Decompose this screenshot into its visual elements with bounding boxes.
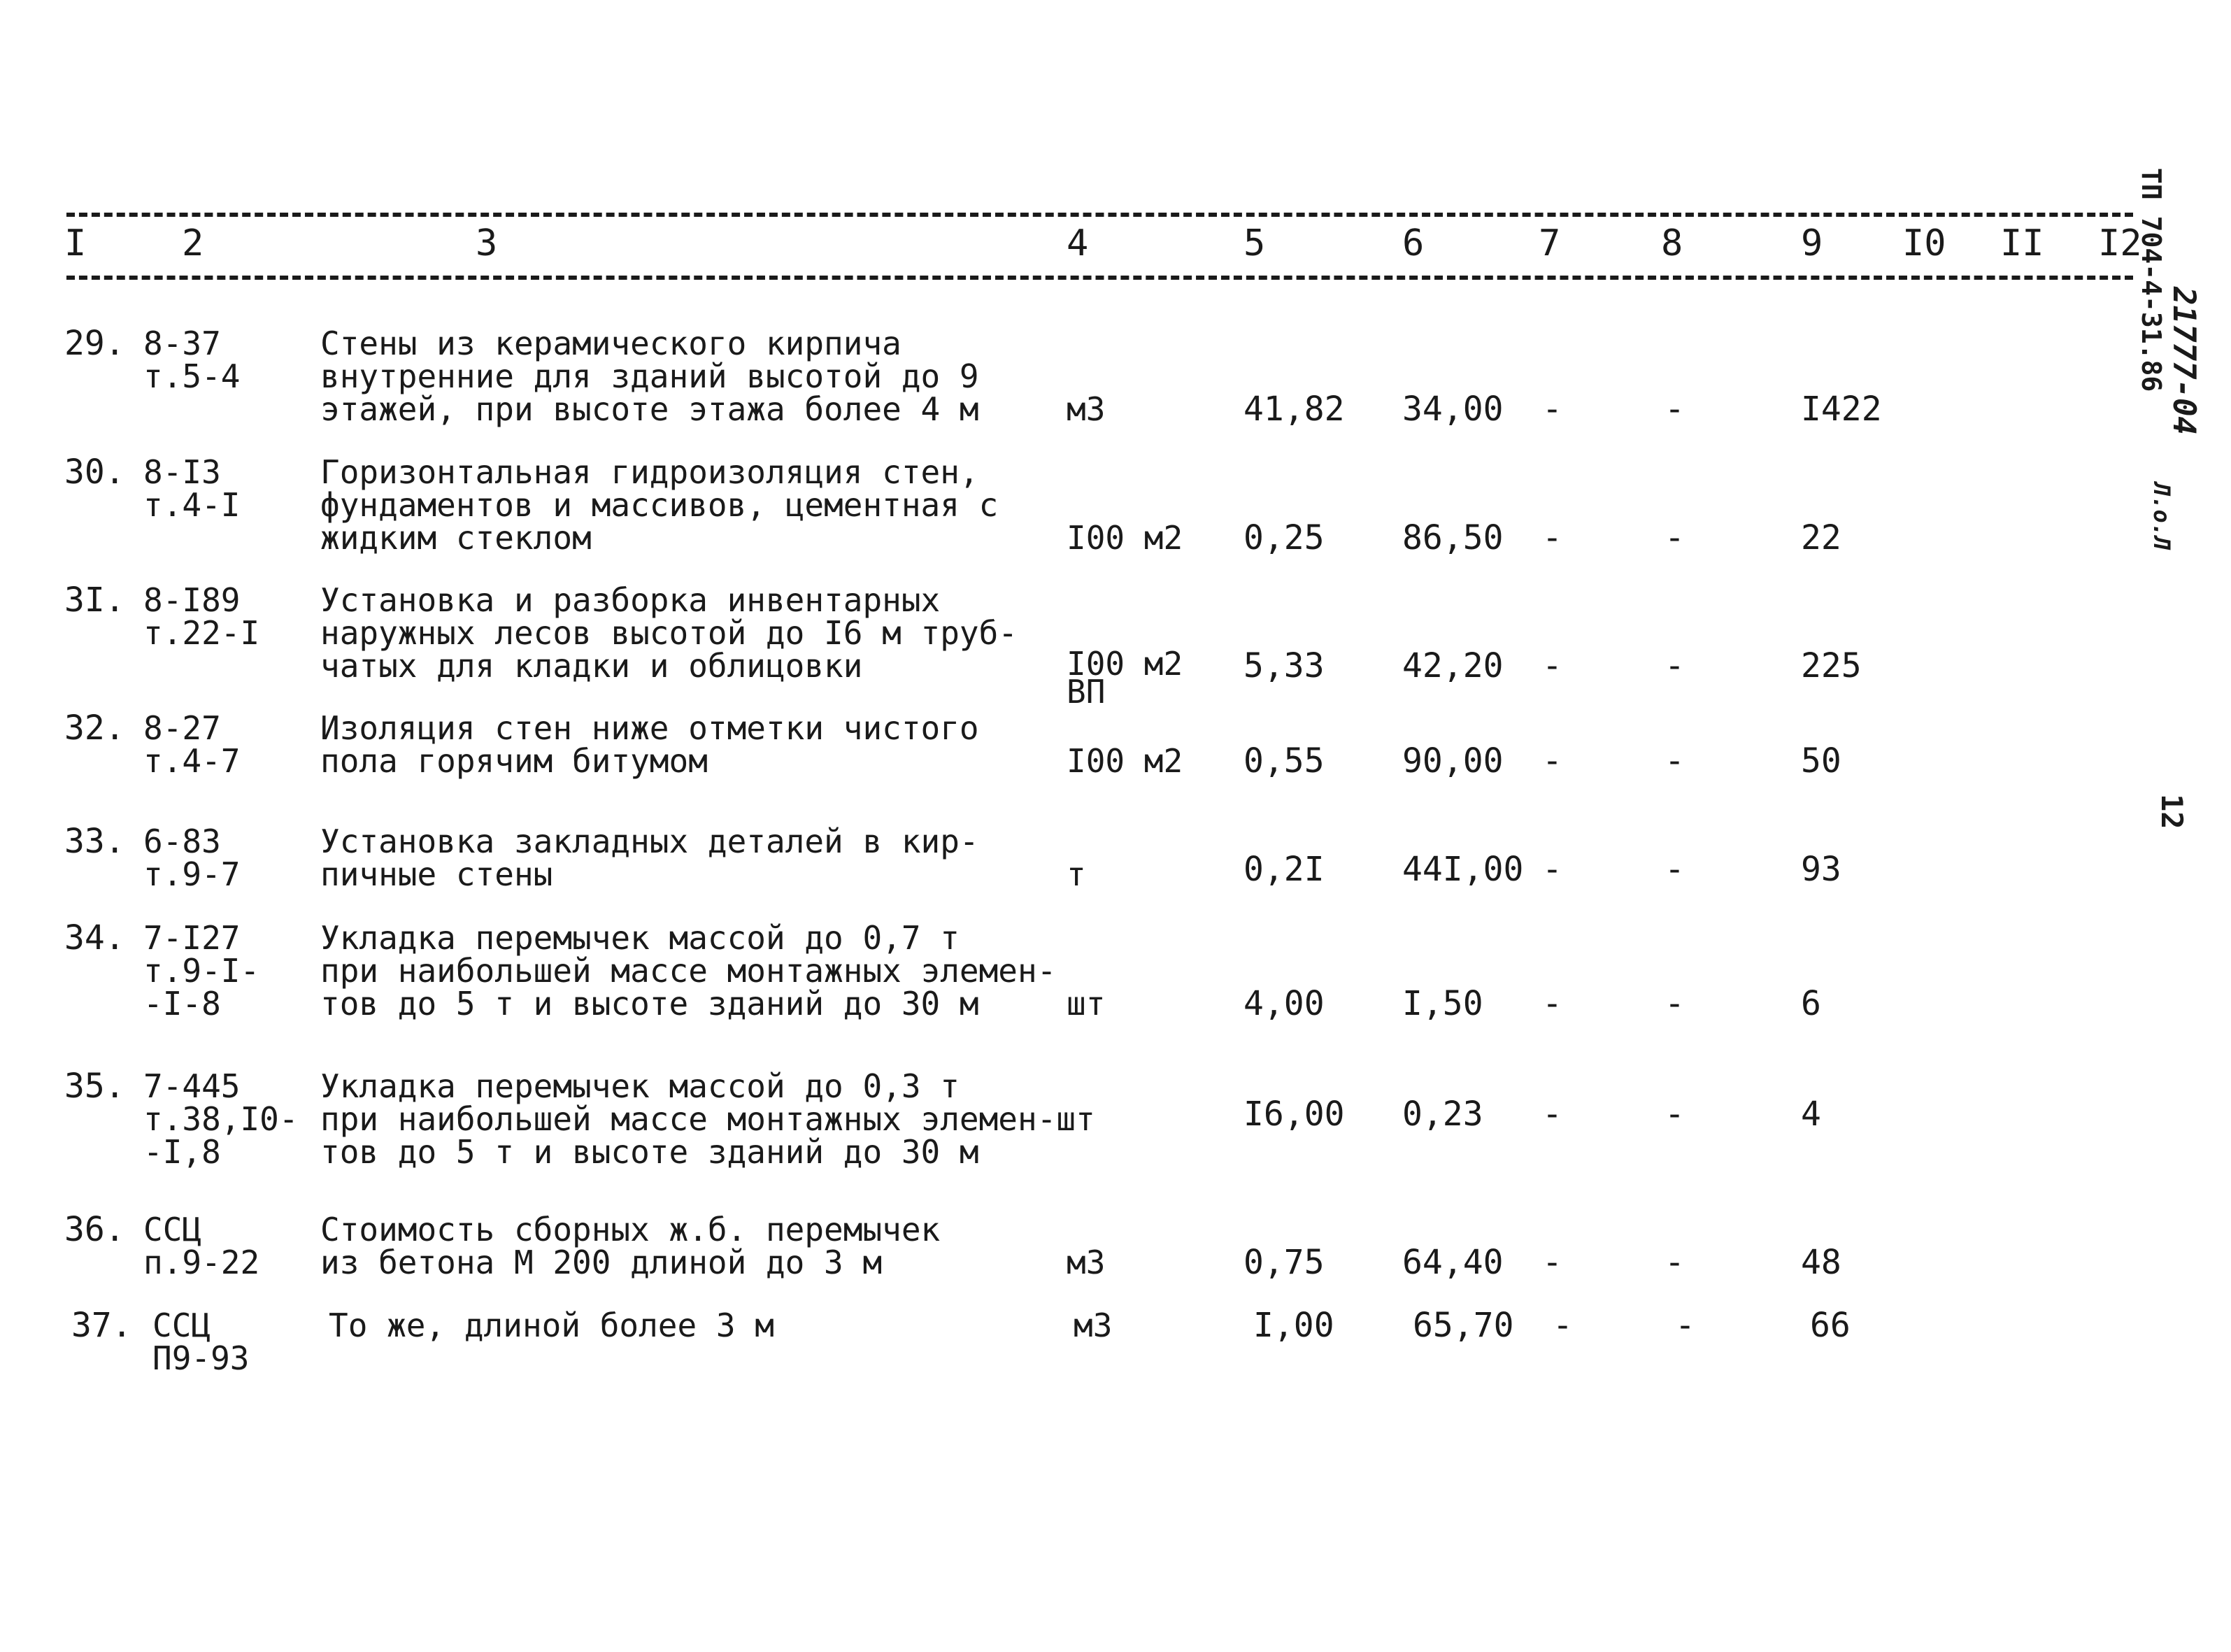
unit-price: 42,20 xyxy=(1402,646,1504,685)
work-description: Укладка перемычек массой до 0,7 т при наибольшей массе монтажных элемен- тов до 5 т и высоте зданий до 30 м xyxy=(320,919,1057,1023)
unit-price: 64,40 xyxy=(1402,1243,1504,1282)
column-7-value: - xyxy=(1542,1095,1562,1134)
unit-price: 65,70 xyxy=(1413,1306,1514,1345)
column-8-value: - xyxy=(1665,741,1685,781)
quantity: 4,00 xyxy=(1243,984,1325,1023)
unit: I00 м2 xyxy=(1067,519,1183,557)
unit-price: I,50 xyxy=(1402,984,1483,1023)
unit: т xyxy=(1067,855,1086,893)
sheet-mark: Л.о.Л xyxy=(2148,483,2175,550)
column-7-value: - xyxy=(1542,518,1562,557)
unit-price: 34,00 xyxy=(1402,390,1504,429)
column-7-value: - xyxy=(1542,741,1562,781)
column-7-value: - xyxy=(1542,1243,1562,1282)
total-cost: 66 xyxy=(1810,1306,1851,1345)
quantity: 5,33 xyxy=(1243,646,1325,685)
column-header-2: 2 xyxy=(182,222,204,264)
unit-price: 0,23 xyxy=(1402,1095,1483,1134)
unit: шт xyxy=(1067,985,1106,1023)
unit: м3 xyxy=(1067,1244,1106,1281)
quantity: 0,75 xyxy=(1243,1243,1325,1282)
column-7-value: - xyxy=(1542,646,1562,685)
quantity: 41,82 xyxy=(1243,390,1345,429)
quantity: 0,55 xyxy=(1243,741,1325,781)
work-description: Установка закладных деталей в кир- пичные стены xyxy=(320,823,979,893)
unit-price: 90,00 xyxy=(1402,741,1504,781)
column-header-10: I0 xyxy=(1902,222,1946,264)
row-number: 36. xyxy=(64,1210,125,1249)
total-cost: 6 xyxy=(1801,984,1821,1023)
quantity: 0,25 xyxy=(1243,518,1325,557)
norm-code: 8-37 т.5-4 xyxy=(143,325,241,395)
norm-code: ССЦ П9-93 xyxy=(152,1306,250,1377)
norm-code: 8-27 т.4-7 xyxy=(143,709,241,780)
total-cost: 50 xyxy=(1801,741,1841,781)
column-8-value: - xyxy=(1675,1306,1695,1345)
row-number: 34. xyxy=(64,918,125,957)
column-7-value: - xyxy=(1542,984,1562,1023)
row-number: 33. xyxy=(64,822,125,861)
column-header-3: 3 xyxy=(476,222,498,264)
row-number: 37. xyxy=(71,1306,132,1345)
work-description: Горизонтальная гидроизоляция стен, фундаментов и массивов, цементная с жидким стеклом xyxy=(320,453,999,557)
unit: I00 м2 ВП xyxy=(1067,645,1183,711)
norm-code: 7-I27 т.9-I- -I-8 xyxy=(143,919,260,1023)
unit-price: 44I,00 xyxy=(1402,850,1524,889)
unit: м3 xyxy=(1067,390,1106,428)
norm-code: 8-I3 т.4-I xyxy=(143,453,241,524)
unit: м3 xyxy=(1074,1306,1113,1344)
column-header-8: 8 xyxy=(1661,222,1683,264)
column-header-12: I2 xyxy=(2098,222,2142,264)
column-8-value: - xyxy=(1665,1095,1685,1134)
norm-code: 8-I89 т.22-I xyxy=(143,581,260,652)
column-header-1: I xyxy=(64,222,87,264)
work-description: Стены из керамического кирпича внутренние для зданий высотой до 9 этажей, при высоте этажа более 4 м xyxy=(320,325,979,428)
column-header-9: 9 xyxy=(1801,222,1823,264)
column-7-value: - xyxy=(1542,850,1562,889)
unit: I00 м2 xyxy=(1067,742,1183,780)
total-cost: 93 xyxy=(1801,850,1841,889)
header-top-rule xyxy=(66,213,2133,217)
total-cost: 22 xyxy=(1801,518,1841,557)
total-cost: I422 xyxy=(1801,390,1882,429)
column-7-value: - xyxy=(1542,390,1562,429)
document-code: ТП 704-4-31.86 xyxy=(2136,168,2167,392)
column-header-7: 7 xyxy=(1539,222,1561,264)
quantity: I,00 xyxy=(1253,1306,1334,1345)
column-8-value: - xyxy=(1665,984,1685,1023)
column-8-value: - xyxy=(1665,518,1685,557)
header-bottom-rule xyxy=(66,276,2133,280)
norm-code: 6-83 т.9-7 xyxy=(143,823,241,893)
column-header-5: 5 xyxy=(1243,222,1266,264)
total-cost: 4 xyxy=(1801,1095,1821,1134)
work-description: Установка и разборка инвентарных наружных лесов высотой до I6 м труб- чатых для кладки и облицовки xyxy=(320,581,1018,685)
column-8-value: - xyxy=(1665,390,1685,429)
total-cost: 225 xyxy=(1801,646,1862,685)
unit-price: 86,50 xyxy=(1402,518,1504,557)
column-8-value: - xyxy=(1665,850,1685,889)
row-number: 30. xyxy=(64,453,125,492)
row-number: 3I. xyxy=(64,581,125,620)
column-7-value: - xyxy=(1553,1306,1573,1345)
column-8-value: - xyxy=(1665,646,1685,685)
column-header-4: 4 xyxy=(1067,222,1089,264)
row-number: 32. xyxy=(64,708,125,748)
row-number: 29. xyxy=(64,324,125,363)
norm-code: ССЦ п.9-22 xyxy=(143,1211,260,1281)
norm-code: 7-445 т.38,I0- -I,8 xyxy=(143,1067,299,1171)
side-stamp xyxy=(2133,119,2210,553)
quantity: I6,00 xyxy=(1243,1095,1345,1134)
work-description: То же, длиной более 3 м xyxy=(329,1306,774,1344)
column-8-value: - xyxy=(1665,1243,1685,1282)
column-header-6: 6 xyxy=(1402,222,1425,264)
row-number: 35. xyxy=(64,1067,125,1106)
work-description: Укладка перемычек массой до 0,3 т при наибольшей массе монтажных элемен-шт тов до 5 т и высоте зданий до 30 м xyxy=(320,1067,1095,1171)
page-number: 12 xyxy=(2155,794,2189,829)
work-description: Стоимость сборных ж.б. перемычек из бетона М 200 длиной до 3 м xyxy=(320,1211,941,1281)
quantity: 0,2I xyxy=(1243,850,1325,889)
document-number: 21777-04 xyxy=(2166,287,2202,435)
work-description: Изоляция стен ниже отметки чистого пола горячим битумом xyxy=(320,709,979,780)
total-cost: 48 xyxy=(1801,1243,1841,1282)
column-header-11: II xyxy=(2000,222,2044,264)
